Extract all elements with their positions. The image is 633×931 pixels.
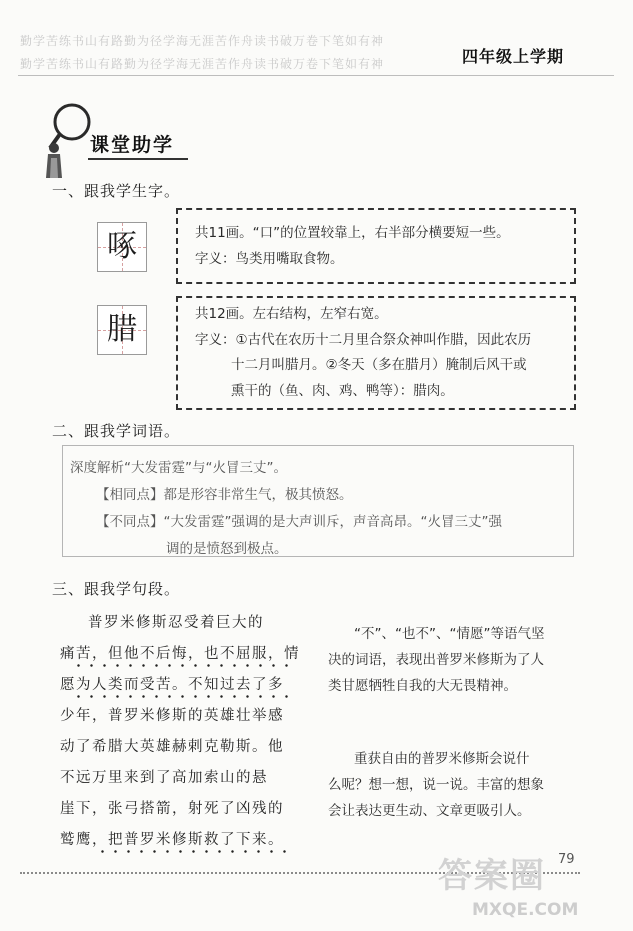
char-explain-line: 字义：①古代在农历十二月里合祭众神叫作腊，因此农历: [195, 332, 532, 348]
note-line: “不”、“也不”、“情愿”等语气坚: [354, 626, 545, 642]
header-rule: [18, 75, 614, 76]
char-box-zhuo: [97, 222, 147, 272]
passage-line: 痛苦，但他不后悔，也不屈服，情: [60, 646, 300, 662]
char-explain-line: 十二月叫腊月。②冬天（多在腊月）腌制后风干或: [231, 357, 527, 373]
part2-heading: 二、跟我学词语。: [52, 422, 181, 440]
page-number: 79: [558, 852, 575, 867]
emphasis-dots: [96, 850, 286, 853]
section-title: 课堂助学: [90, 134, 175, 156]
passage-line: 动了希腊大英雄赫剌克勒斯。他: [60, 739, 284, 755]
passage-line: 少年，普罗米修斯的英雄壮举感: [60, 708, 284, 724]
char-zhuo: 啄: [107, 229, 137, 264]
passage-line: 愿为人类而受苦。不知过去了多: [60, 677, 284, 693]
char-la: 腊: [107, 312, 137, 347]
word-analysis-line: 调的是愤怒到极点。: [166, 541, 288, 557]
char-explain-line: 字义：鸟类用嘴取食物。: [195, 251, 344, 267]
word-analysis-line: 【不同点】“大发雷霆”强调的是大声训斥，声音高昂。“火冒三丈”强: [96, 514, 502, 530]
passage-line: 崖下，张弓搭箭，射死了凶残的: [60, 801, 284, 817]
grade-label: 四年级上学期: [462, 47, 565, 66]
part1-heading: 一、跟我学生字。: [52, 182, 181, 200]
watermark-logo: 答案圈: [438, 856, 546, 896]
note-line: 会让表达更生动、文章更吸引人。: [328, 803, 531, 819]
word-analysis-line: 深度解析“大发雷霆”与“火冒三丈”。: [70, 460, 287, 476]
note-line: 决的词语，表现出普罗米修斯为了人: [328, 652, 544, 668]
passage-line: 普罗米修斯忍受着巨大的: [88, 615, 264, 631]
note-line: 类甘愿牺牲自我的大无畏精神。: [328, 678, 517, 694]
char-explain-line: 共11画。“口”的位置较靠上，右半部分横要短一些。: [195, 225, 510, 241]
emphasis-dots: [72, 695, 288, 698]
passage-line: 鹫鹰，把普罗米修斯救了下来。: [60, 832, 284, 848]
note-line: 重获自由的普罗米修斯会说什: [354, 751, 530, 767]
section-title-underline: [88, 158, 188, 160]
char-explain-line: 共12画。左右结构，左窄右宽。: [195, 306, 388, 322]
watermark-url: MXQE.COM: [472, 900, 579, 920]
note-line: 么呢？想一想，说一说。丰富的想象: [328, 777, 544, 793]
word-analysis-line: 【相同点】都是形容非常生气，极其愤怒。: [96, 487, 353, 503]
header-decoration: 勤学苦练书山有路勤为径学海无涯苦作舟读书破万卷下笔如有神 勤学苦练书山有路勤为径学海无涯苦作舟读书破万卷下笔如有神: [20, 34, 385, 71]
part3-heading: 三、跟我学句段。: [52, 580, 181, 598]
emphasis-dots: [72, 664, 288, 667]
passage-line: 不远万里来到了高加索山的悬: [60, 770, 268, 786]
char-explain-line: 熏干的（鱼、肉、鸡、鸭等）：腊肉。: [231, 383, 454, 399]
char-box-la: [97, 305, 147, 355]
